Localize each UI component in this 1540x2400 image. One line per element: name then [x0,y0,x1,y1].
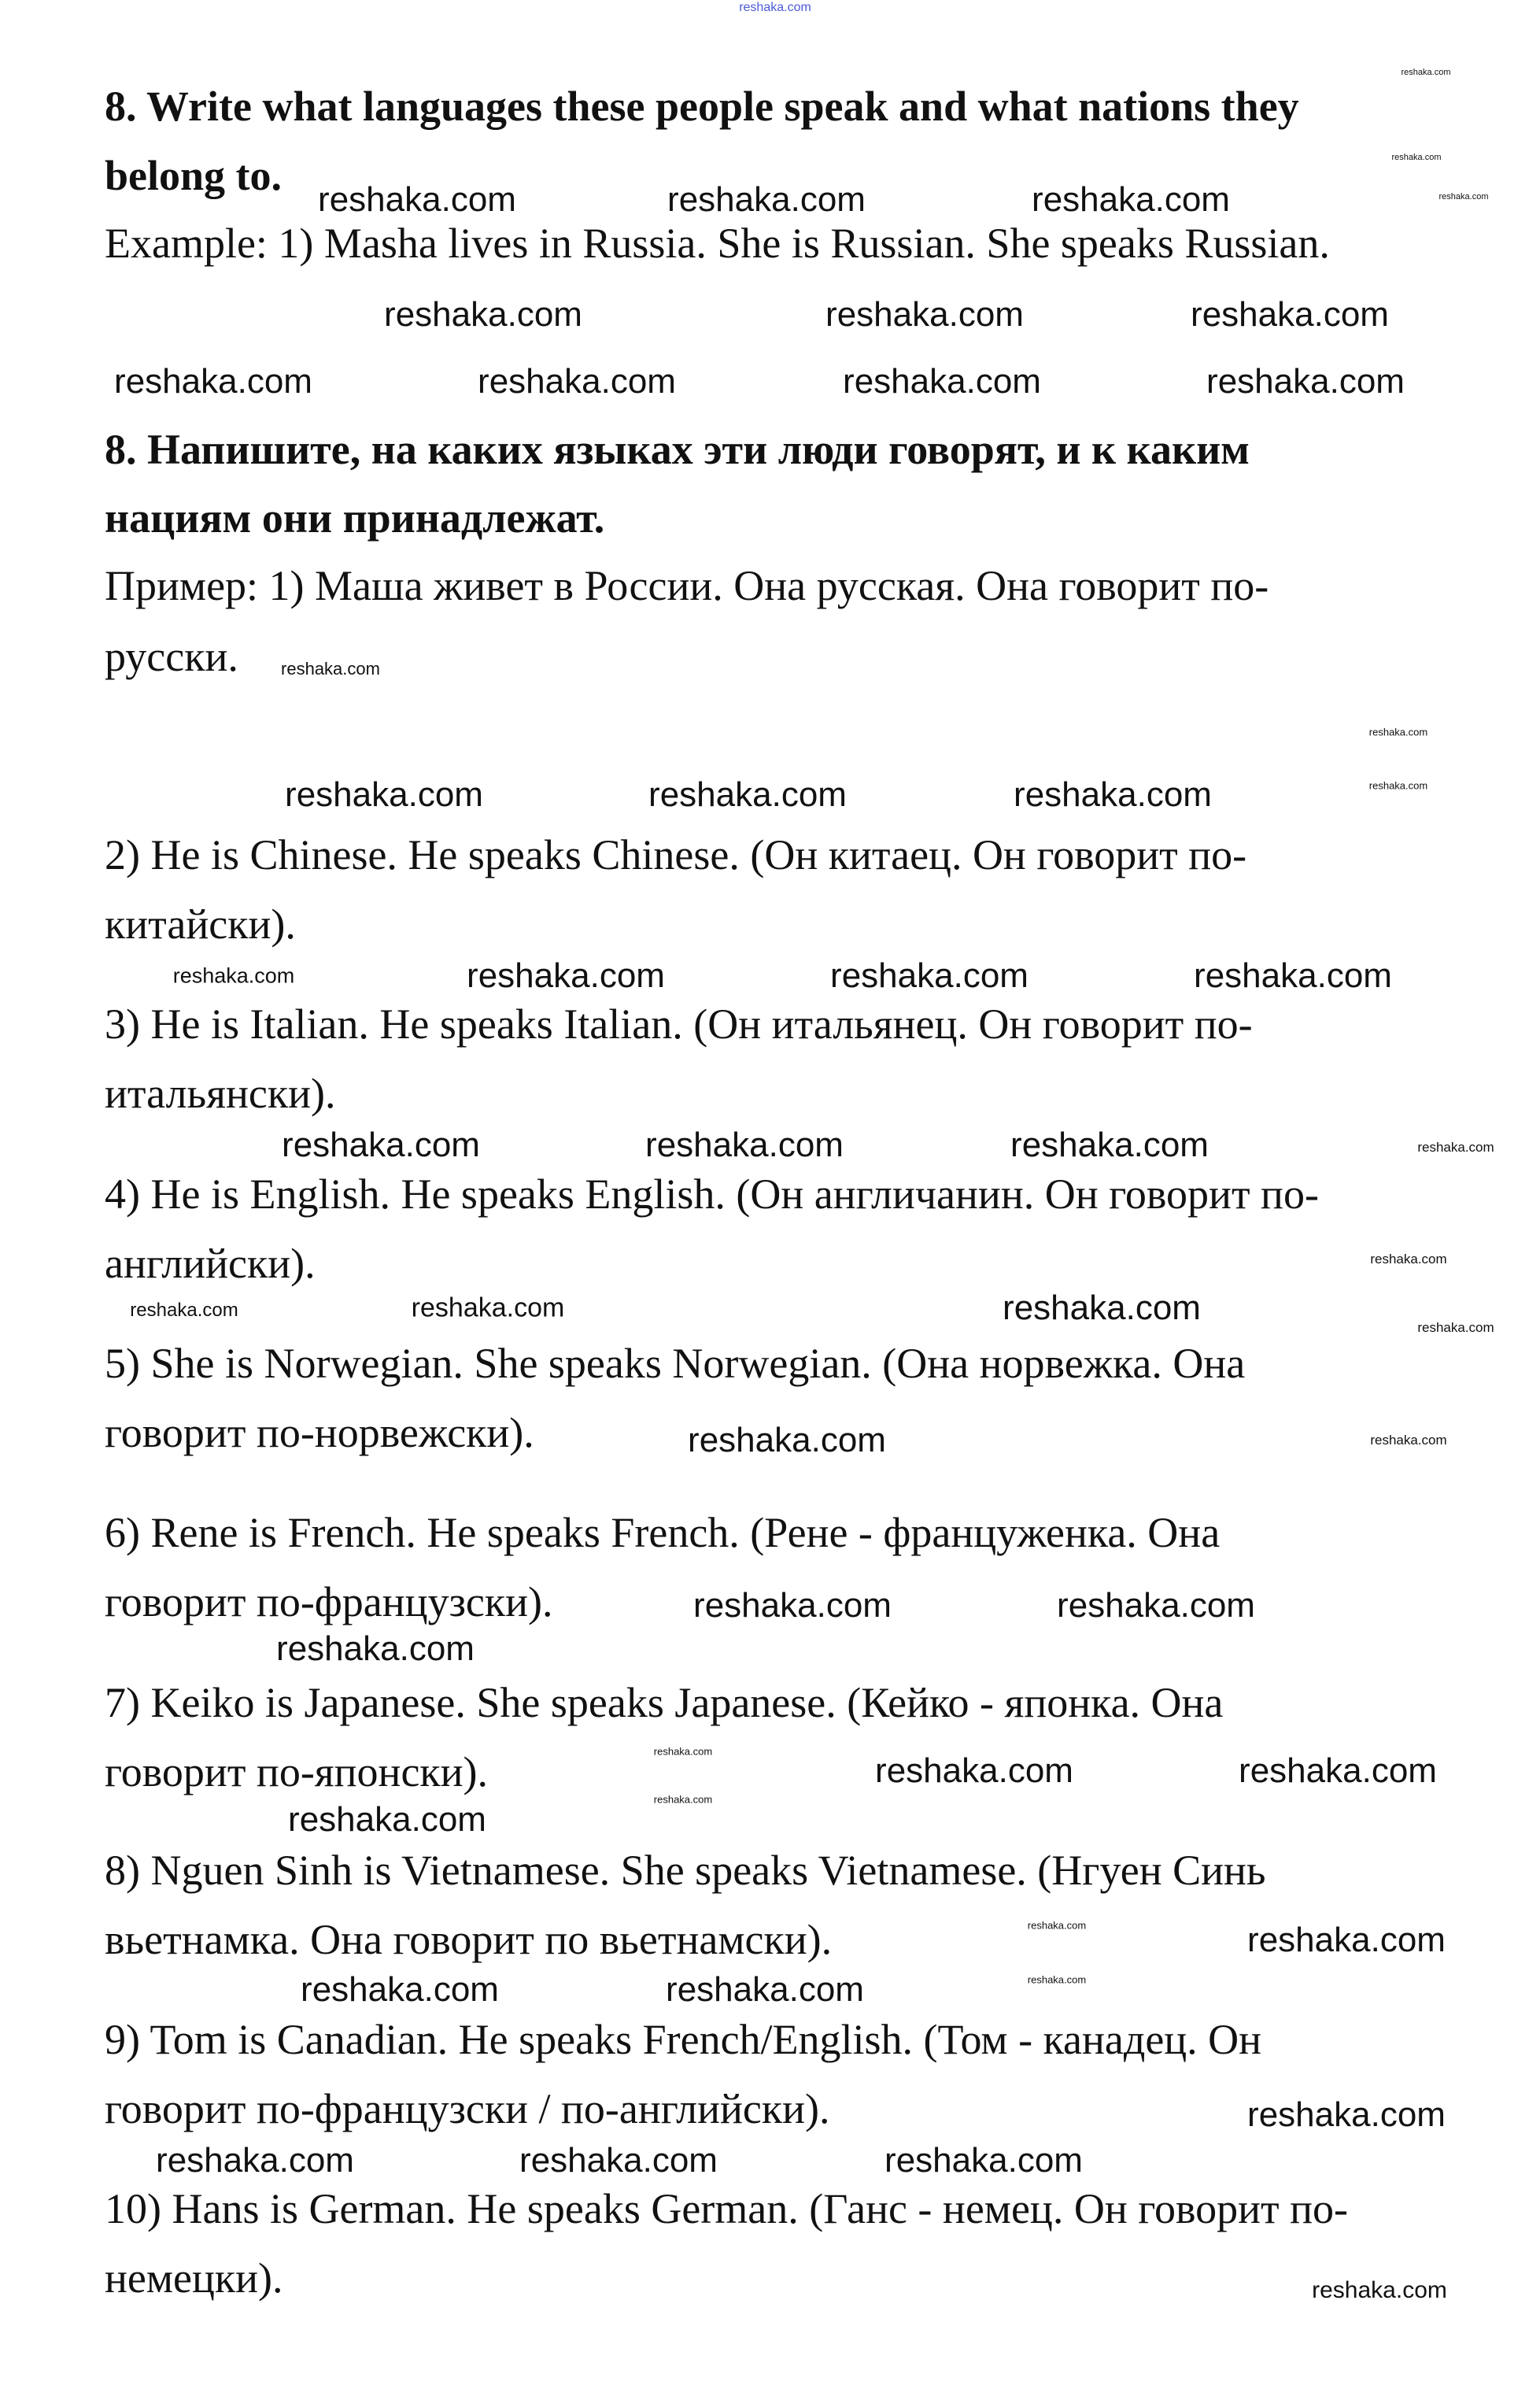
answer-8-line-1: 8) Nguen Sinh is Vietnamese. She speaks Vietnamese. (Нгуен Синь [105,1847,1266,1894]
watermark: reshaka.com [667,180,866,219]
watermark: reshaka.com [130,1300,238,1321]
example-en: Example: 1) Masha lives in Russia. She is Russian. She speaks Russian. [105,220,1330,267]
watermark: reshaka.com [1206,362,1405,401]
watermark: reshaka.com [1368,779,1428,792]
answer-6-line-2: говорит по-французски). [105,1578,553,1625]
watermark: reshaka.com [653,1745,713,1758]
watermark: reshaka.com [653,1793,713,1806]
answer-10-line-1: 10) Hans is German. He speaks German. (Ганс - немец. Он говорит по- [105,2185,1349,2232]
watermark: reshaka.com [478,362,676,401]
watermark: reshaka.com [384,295,582,334]
example-ru-line-2: русски. [105,633,238,680]
watermark: reshaka.com [666,1970,864,2009]
answer-10-line-2: немецки). [105,2254,283,2302]
answer-8-line-2: вьетнамка. Она говорит по вьетнамски). [105,1916,833,1963]
watermark: reshaka.com [519,2141,718,2180]
watermark: reshaka.com [1010,1126,1209,1164]
watermark: reshaka.com [1194,956,1392,995]
answer-3-line-2: итальянски). [105,1070,336,1117]
watermark: reshaka.com [282,1126,480,1164]
watermark: reshaka.com [1438,192,1489,202]
watermark: reshaka.com [1368,726,1428,738]
answer-5-line-1: 5) She is Norwegian. She speaks Norwegian. (Она норвежка. Она [105,1340,1246,1387]
watermark: reshaka.com [276,1629,475,1668]
watermark: reshaka.com [1370,1252,1447,1267]
watermark: reshaka.com [1417,1320,1494,1335]
task-title-ru-line-1: 8. Напишите, на каких языках эти люди говорят, и к каким [105,426,1250,473]
watermark: reshaka.com [1014,775,1212,814]
task-title-en-line-1: 8. Write what languages these people speak and what nations they [105,83,1299,130]
watermark: reshaka.com [1391,153,1442,162]
answer-3-line-1: 3) He is Italian. He speaks Italian. (Он итальянец. Он говорит по- [105,1000,1253,1048]
answer-7-line-2: говорит по-японски). [105,1748,489,1795]
watermark: reshaka.com [1401,68,1451,77]
watermark: reshaka.com [648,775,847,814]
watermark: reshaka.com [830,956,1029,995]
answer-6-line-1: 6) Rene is French. He speaks French. (Рене - француженка. Она [105,1509,1221,1556]
watermark: reshaka.com [693,1586,892,1625]
watermark: reshaka.com [288,1800,486,1839]
answer-5-line-2: говорит по-норвежски). [105,1409,534,1456]
watermark: reshaka.com [156,2141,354,2180]
watermark: reshaka.com [301,1970,499,2009]
watermark: reshaka.com [1417,1140,1494,1155]
answer-9-line-2: говорит по-французски / по-английски). [105,2085,830,2132]
watermark: reshaka.com [172,963,295,988]
task-title-en-line-2: belong to. [105,152,283,199]
watermark: reshaka.com [884,2141,1083,2180]
watermark: reshaka.com [1247,2095,1446,2134]
watermark: reshaka.com [1057,1586,1255,1625]
watermark: reshaka.com [1239,1751,1437,1790]
watermark: reshaka.com [114,362,312,401]
watermark: reshaka.com [318,180,516,219]
watermark: reshaka.com [281,659,380,679]
answer-9-line-1: 9) Tom is Canadian. He speaks French/English. (Том - канадец. Он [105,2016,1262,2063]
watermark: reshaka.com [1247,1921,1446,1959]
watermark: reshaka.com [843,362,1041,401]
answer-2-line-1: 2) He is Chinese. He speaks Chinese. (Он китаец. Он говорит по- [105,831,1247,878]
watermark: reshaka.com [825,295,1024,334]
watermark: reshaka.com [1312,2277,1447,2303]
watermark: reshaka.com [285,775,483,814]
task-title-ru-line-2: нациям они принадлежат. [105,494,605,542]
watermark: reshaka.com [1003,1289,1201,1327]
watermark: reshaka.com [1370,1433,1447,1448]
answer-7-line-1: 7) Keiko is Japanese. She speaks Japanese. (Кейко - японка. Она [105,1679,1224,1726]
header-watermark: reshaka.com [739,1,811,14]
answer-4-line-2: английски). [105,1240,316,1287]
watermark: reshaka.com [875,1751,1073,1790]
example-ru-line-1: Пример: 1) Маша живет в России. Она русская. Она говорит по- [105,562,1269,609]
watermark: reshaka.com [1027,1973,1087,1986]
watermark: reshaka.com [467,956,665,995]
watermark: reshaka.com [1027,1919,1087,1932]
watermark: reshaka.com [688,1421,886,1459]
watermark: reshaka.com [1191,295,1389,334]
watermark: reshaka.com [1032,180,1230,219]
answer-4-line-1: 4) He is English. He speaks English. (Он англичанин. Он говорит по- [105,1170,1319,1218]
answer-2-line-2: китайски). [105,900,296,948]
watermark: reshaka.com [411,1292,565,1323]
watermark: reshaka.com [645,1126,844,1164]
